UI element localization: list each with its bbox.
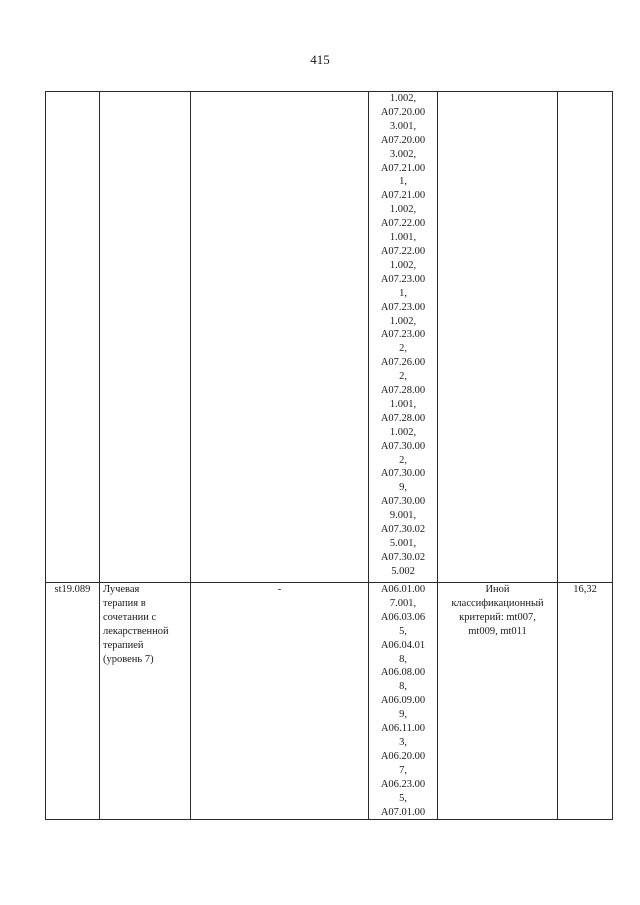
cell-line: 1.002, (389, 426, 417, 438)
tariff-table (45, 91, 613, 820)
cell-line: A07.30.00 (380, 468, 426, 480)
cell-line: Иной (485, 584, 510, 595)
service-codes-cell (369, 92, 438, 583)
ksg-name-cell (100, 583, 191, 820)
coefficient-cell: 16,32 (558, 583, 613, 820)
ksg-code-cell (46, 92, 100, 583)
cell-line: A07.20.00 (380, 106, 426, 118)
cell-line: 1.001, (389, 398, 417, 410)
cell-line: A07.22.00 (380, 218, 426, 230)
cell-line: 2, (399, 454, 407, 466)
cell-line: A07.21.00 (380, 190, 426, 202)
cell-line: 2, (399, 371, 407, 383)
ksg-name-cell (100, 92, 191, 583)
cell-line: терапия в (103, 597, 146, 609)
cell-line: A07.21.00 (380, 162, 426, 174)
cell-line: 9.001, (389, 510, 417, 522)
cell-line: A06.01.00 (380, 584, 426, 595)
cell-line: 1.001, (389, 232, 417, 244)
cell-line: 7, (399, 764, 407, 776)
cell-line: A07.22.00 (380, 245, 426, 257)
criterion-cell (438, 583, 558, 820)
cell-line: 2, (399, 343, 407, 355)
cell-line: A07.28.00 (380, 412, 426, 424)
cell-line: A06.04.01 (380, 639, 426, 651)
cell-line: (уровень 7) (103, 653, 154, 665)
cell-line: mt009, mt011 (468, 625, 527, 637)
cell-line: 5.002 (391, 565, 415, 577)
cell-line: A07.23.00 (380, 329, 426, 341)
cell-line: классификационный (451, 597, 544, 609)
cell-line: 1, (399, 176, 407, 188)
cell-line: 1, (399, 287, 407, 299)
ksg-code-cell: st19.089 (46, 583, 100, 820)
cell-line: A07.30.02 (380, 551, 426, 563)
cell-line: 8, (399, 653, 407, 665)
cell-line: 3.001, (389, 120, 417, 132)
cell-line: 5, (399, 625, 407, 637)
cell-line: A06.20.00 (380, 750, 426, 762)
cell-line: терапией (103, 639, 144, 651)
cell-line: A07.23.00 (380, 301, 426, 313)
cell-line: A06.11.00 (381, 723, 425, 735)
cell-line: 1.002, (389, 259, 417, 271)
diagnosis-code-cell (191, 92, 369, 583)
cell-line: Лучевая (103, 584, 140, 595)
cell-line: A07.20.00 (380, 134, 426, 146)
table-row (46, 92, 613, 583)
cell-line: A07.30.00 (380, 496, 426, 508)
cell-line: 8, (399, 681, 407, 693)
cell-line: 3, (399, 736, 407, 748)
cell-line: критерий: mt007, (459, 611, 536, 623)
page-number: 415 (310, 52, 330, 67)
criterion-cell (438, 92, 558, 583)
cell-line: A06.08.00 (380, 667, 426, 679)
cell-line: A07.01.00 (380, 806, 426, 818)
cell-line: 7.001, (389, 597, 417, 609)
cell-line: A07.23.00 (380, 273, 426, 285)
cell-line: A06.09.00 (380, 695, 426, 707)
cell-line: 1.002, (389, 93, 417, 104)
cell-line: 5, (399, 792, 407, 804)
cell-line: 1.002, (389, 315, 417, 327)
cell-line: A07.28.00 (380, 385, 426, 397)
cell-line: A07.30.02 (380, 524, 426, 536)
cell-line: 9, (399, 709, 407, 721)
cell-line: 1.002, (389, 204, 417, 216)
cell-line: A06.03.06 (380, 611, 426, 623)
cell-line: A07.30.00 (380, 440, 426, 452)
diagnosis-code-cell: - (191, 583, 369, 820)
cell-line: 9, (399, 482, 407, 494)
cell-line: лекарственной (103, 625, 169, 637)
cell-line: A06.23.00 (380, 778, 426, 790)
cell-line: сочетании с (103, 611, 157, 623)
coefficient-cell (558, 92, 613, 583)
table-row (46, 583, 613, 820)
service-codes-cell (369, 583, 438, 820)
cell-line: 5.001, (389, 538, 417, 549)
cell-line: 3.002, (389, 148, 417, 160)
cell-line: A07.26.00 (380, 357, 426, 369)
